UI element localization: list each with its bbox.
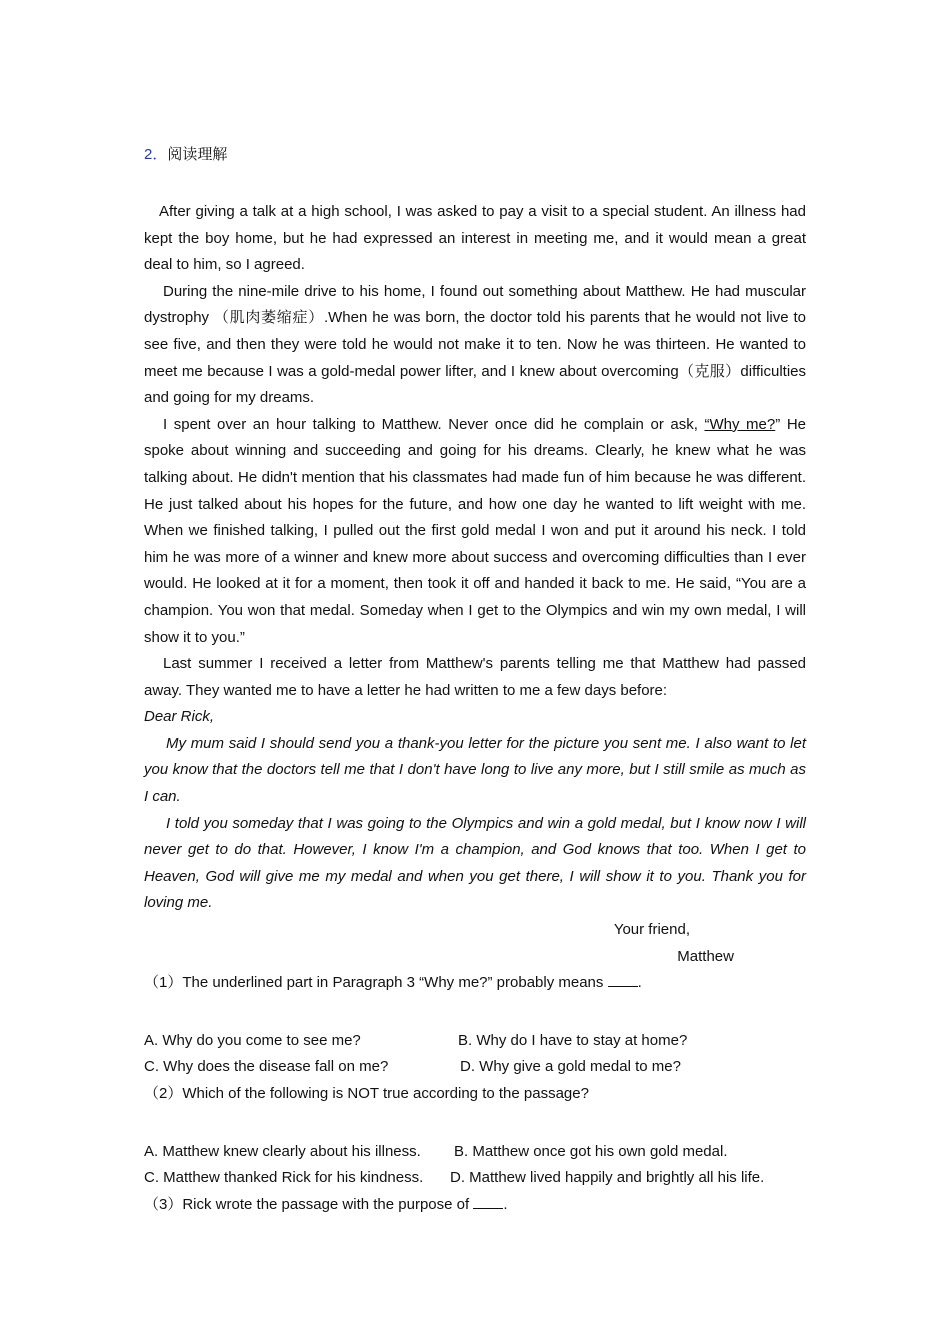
passage-body	[144, 199, 806, 1218]
paragraph-4: Last summer I received a letter from Matthew's parents telling me that Matthew had passed away. They wanted me to have a letter he had written to me a few days before:	[144, 655, 806, 699]
underlined-why-me: “Why me?	[704, 415, 776, 433]
option-a[interactable]: A. Why do you come to see me?	[144, 1031, 361, 1049]
option-d[interactable]: D. Matthew lived happily and brightly all his life.	[450, 1169, 765, 1187]
paragraph-1: After giving a talk at a high school, I was asked to pay a visit to a special student. An illness had kept the boy home, but he had expressed an interest in meeting me, and it would mean a great deal to him, so I agreed.	[144, 203, 806, 274]
section-number: 2．	[144, 146, 168, 163]
question-2-options-row-2	[144, 1165, 806, 1192]
question-2-options-row-1	[144, 1139, 806, 1166]
option-b[interactable]: B. Why do I have to stay at home?	[458, 1031, 688, 1049]
paragraph-3-start: I spent over an hour talking to Matthew. Never once did he complain or ask,	[163, 415, 705, 433]
section-title: 阅读理解	[167, 145, 228, 163]
question-1-stem: （1）The underlined part in Paragraph 3 “Why me?” probably means	[144, 974, 604, 992]
section-heading	[144, 143, 227, 166]
paragraph-3	[144, 412, 806, 651]
question-1: （1）The underlined part in Paragraph 3 “Why me?” probably means .	[144, 974, 642, 992]
question-1-options-row-2	[144, 1054, 806, 1081]
paragraph-3-rest: ” He spoke about winning and succeeding and going for his dreams. Clearly, he knew what he was talking about. He didn't mention that his classmates had made fun of him because he was different. He just talked about his hopes for the future, and how one day he wanted to lift weight with me. When we finished talking, I pulled out the first gold medal I won and put it around his neck. I told him he was more of a winner and knew more about success and overcoming difficulties than I ever would. He looked at it for a moment, then took it off and handed it back to me. He said, “You are a champion. You won that medal. Someday when I get to the Olympics and win my own medal, I will show it to you.”	[144, 415, 807, 646]
option-b[interactable]: B. Matthew once got his own gold medal.	[454, 1142, 728, 1160]
option-a[interactable]: A. Matthew knew clearly about his illness.	[144, 1142, 421, 1160]
letter-paragraph-1: My mum said I should send you a thank-you letter for the picture you sent me. I also want to let you know that the doctors tell me that I don't have long to live any more, but I still smile as much as I can.	[144, 734, 806, 806]
paragraph-2: During the nine-mile drive to his home, I found out something about Matthew. He had muscular dystrophy （肌肉萎缩症）.When he was born, the doctor told his parents that he would not live to see five, and then they were told he would not make it to ten. Now he was thirteen. He wanted to meet me because I was a gold-medal power lifter, and I knew about overcoming（克服）difficulties and going for my dreams.	[144, 282, 806, 407]
question-3-stem: （3）Rick wrote the passage with the purpose of	[144, 1195, 470, 1213]
option-c[interactable]: C. Why does the disease fall on me?	[144, 1058, 389, 1076]
question-3: （3）Rick wrote the passage with the purpose of .	[144, 1195, 508, 1213]
question-1-options-row-1	[144, 1028, 806, 1055]
answer-blank[interactable]	[473, 1194, 503, 1209]
letter-paragraph-2: I told you someday that I was going to the Olympics and win a gold medal, but I know now I will never get to do that. However, I know I'm a champion, and God knows that too. When I get to Heaven, God will give me my medal and when you get there, I will show it to you. Thank you for loving me.	[144, 814, 806, 912]
letter-signature: Matthew	[677, 947, 734, 965]
option-d[interactable]: D. Why give a gold medal to me?	[460, 1058, 681, 1076]
letter-salutation: Dear Rick,	[144, 708, 215, 726]
option-c[interactable]: C. Matthew thanked Rick for his kindness.	[144, 1169, 424, 1187]
answer-blank[interactable]	[608, 972, 638, 987]
letter-closing: Your friend,	[613, 921, 690, 939]
question-2: （2）Which of the following is NOT true according to the passage?	[144, 1085, 589, 1102]
